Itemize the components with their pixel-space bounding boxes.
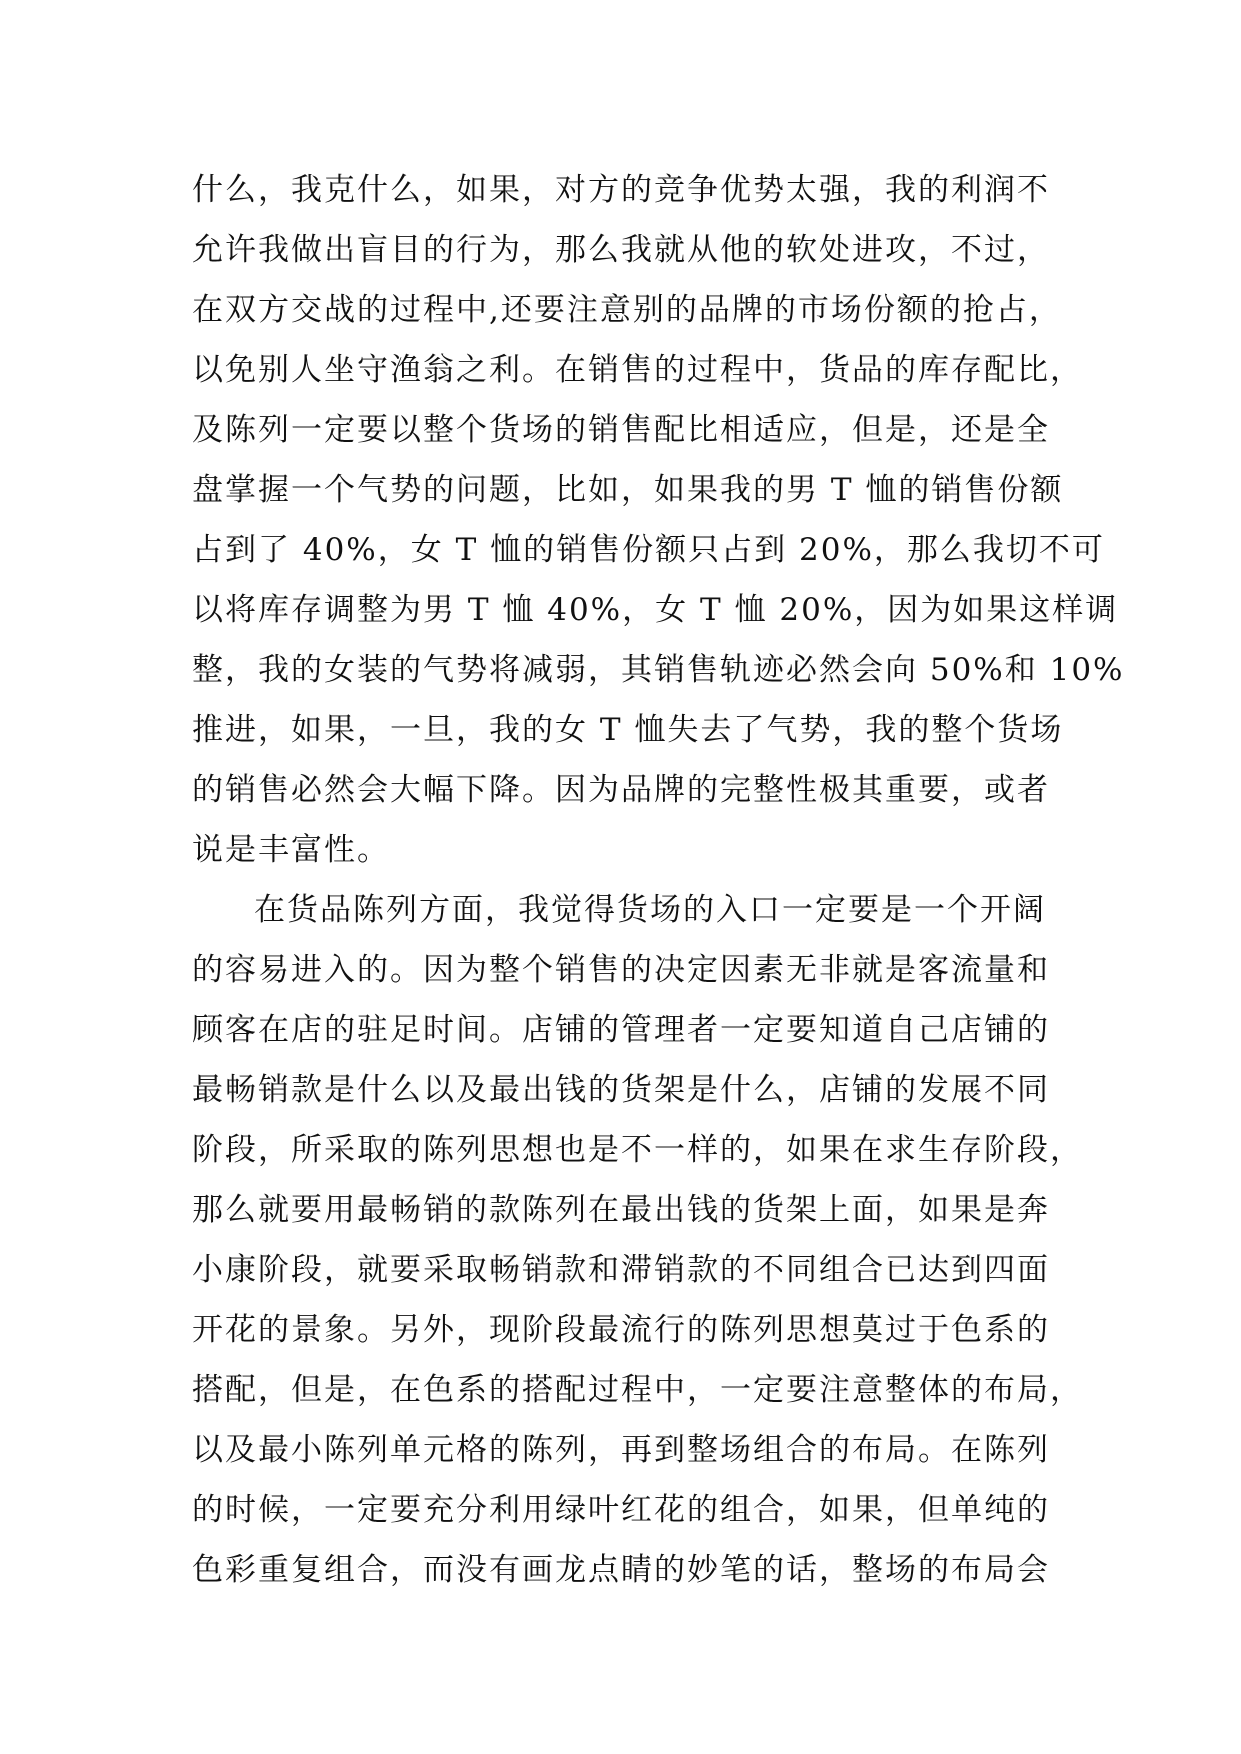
text-line: 顾客在店的驻足时间。店铺的管理者一定要知道自己店铺的 xyxy=(192,1012,1050,1048)
text-line: 以将库存调整为男 T 恤 40%，女 T 恤 20%，因为如果这样调 xyxy=(192,592,1119,628)
text-line: 色彩重复组合，而没有画龙点睛的妙笔的话，整场的布局会 xyxy=(192,1552,1050,1588)
text-line: 什么，我克什么，如果，对方的竞争优势太强，我的利润不 xyxy=(192,172,1050,208)
paragraph-2 xyxy=(192,880,1092,1600)
text-line: 的容易进入的。因为整个销售的决定因素无非就是客流量和 xyxy=(192,952,1050,988)
text-line: 那么就要用最畅销的款陈列在最出钱的货架上面，如果是奔 xyxy=(192,1192,1050,1228)
text-line: 以免别人坐守渔翁之利。在销售的过程中，货品的库存配比， xyxy=(192,352,1083,388)
text-line: 阶段，所采取的陈列思想也是不一样的，如果在求生存阶段， xyxy=(192,1132,1083,1168)
text-line: 占到了 40%，女 T 恤的销售份额只占到 20%，那么我切不可 xyxy=(192,532,1105,568)
text-line: 允许我做出盲目的行为，那么我就从他的软处进攻，不过， xyxy=(192,232,1050,268)
paragraph-1 xyxy=(192,160,1125,880)
text-line: 以及最小陈列单元格的陈列，再到整场组合的布局。在陈列 xyxy=(192,1432,1050,1468)
text-line: 的销售必然会大幅下降。因为品牌的完整性极其重要，或者 xyxy=(192,772,1050,808)
text-line: 盘掌握一个气势的问题，比如，如果我的男 T 恤的销售份额 xyxy=(192,472,1064,508)
text-line: 搭配，但是，在色系的搭配过程中，一定要注意整体的布局， xyxy=(192,1372,1083,1408)
text-line: 最畅销款是什么以及最出钱的货架是什么，店铺的发展不同 xyxy=(192,1072,1050,1108)
document-body xyxy=(192,160,1125,1600)
text-line: 开花的景象。另外，现阶段最流行的陈列思想莫过于色系的 xyxy=(192,1312,1050,1348)
text-line: 小康阶段，就要采取畅销款和滞销款的不同组合已达到四面 xyxy=(192,1252,1050,1288)
text-line: 及陈列一定要以整个货场的销售配比相适应，但是，还是全 xyxy=(192,412,1050,448)
text-line: 整，我的女装的气势将减弱，其销售轨迹必然会向 50%和 10% xyxy=(192,652,1125,688)
text-line: 在货品陈列方面，我觉得货场的入口一定要是一个开阔 xyxy=(254,892,1046,928)
text-line: 在双方交战的过程中,还要注意别的品牌的市场份额的抢占， xyxy=(192,292,1062,328)
text-line: 说是丰富性。 xyxy=(192,832,390,868)
text-line: 推进，如果，一旦，我的女 T 恤失去了气势，我的整个货场 xyxy=(192,712,1064,748)
text-line: 的时候，一定要充分利用绿叶红花的组合，如果，但单纯的 xyxy=(192,1492,1050,1528)
